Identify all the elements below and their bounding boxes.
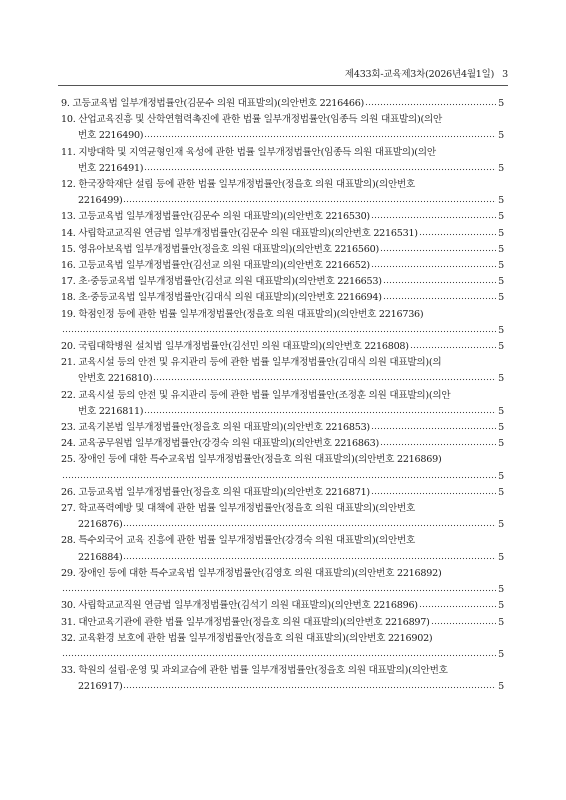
dot-leader: [410, 340, 496, 349]
toc-entry-title: 학원의 설립·운영 및 과외교습에 관한 법률 일부개정법률안(정을호 의원 대표발의)(의안번호: [78, 665, 448, 677]
dot-leader: [380, 437, 496, 446]
toc-entry-page: 5: [498, 324, 504, 336]
toc-entry-title: 교육환경 보호에 관한 법률 일부개정법률안(정을호 의원 대표발의)(의안번호 2216902): [78, 632, 433, 644]
toc-entry-page: 5: [498, 648, 504, 660]
toc-entry-title: 초·중등교육법 일부개정법률안(김대식 의원 대표발의)(의안번호 2216694): [78, 292, 382, 304]
toc-entry-title-continued: 2216876): [78, 519, 123, 531]
dot-leader: [123, 518, 496, 527]
toc-entry-title: 사립학교교직원 연금법 일부개정법률안(김석기 의원 대표발의)(의안번호 2216896): [78, 600, 418, 612]
toc-entry-page: 5: [498, 227, 504, 239]
toc-entry-line: [61, 501, 504, 517]
toc-entry-line: [61, 145, 504, 161]
toc-entry-number: 14.: [61, 227, 76, 239]
dot-leader: [62, 324, 496, 333]
dot-leader: [371, 210, 496, 219]
toc-entry-page: 5: [498, 130, 504, 142]
dot-leader: [419, 599, 496, 608]
toc-entry-page: 5: [498, 341, 504, 353]
toc-entry-title-continued: 번호 2216490): [78, 130, 144, 142]
toc-entry: [61, 631, 504, 663]
toc-entry-title: 학교폭력예방 및 대책에 관한 법률 일부개정법률안(정을호 의원 대표발의)(의안번호: [78, 503, 415, 515]
table-of-contents: [61, 96, 504, 696]
toc-entry-line: [61, 598, 504, 614]
toc-entry-page: 5: [498, 243, 504, 255]
toc-entry-line: [61, 177, 504, 193]
toc-entry-number: 31.: [61, 616, 76, 628]
toc-entry-line: [61, 371, 504, 387]
toc-entry-page: 5: [498, 195, 504, 207]
toc-entry: [61, 112, 504, 144]
toc-entry-number: 24.: [61, 438, 76, 450]
running-header: [345, 66, 508, 80]
toc-entry-page: 5: [498, 470, 504, 482]
toc-entry-title: 국립대학병원 설치법 일부개정법률안(김선민 의원 대표발의)(의안번호 2216808): [78, 341, 409, 353]
toc-entry-number: 12.: [61, 179, 76, 191]
toc-entry-line: [61, 517, 504, 533]
toc-entry-title: 학점인정 등에 관한 법률 일부개정법률안(정을호 의원 대표발의)(의안번호 2216736): [78, 308, 424, 320]
toc-entry-title-continued: 안번호 2216810): [78, 373, 153, 385]
toc-entry-line: [61, 469, 504, 485]
toc-entry: [61, 388, 504, 420]
toc-entry-title-continued: 2216499): [78, 195, 123, 207]
dot-leader: [123, 194, 496, 203]
toc-entry-line: [61, 355, 504, 371]
toc-entry: [61, 533, 504, 565]
toc-entry-line: [61, 161, 504, 177]
toc-entry: [61, 663, 504, 695]
toc-entry-line: [61, 582, 504, 598]
toc-entry-title: 장애인 등에 대한 특수교육법 일부개정법률안(정을호 의원 대표발의)(의안번호 2216869): [78, 454, 442, 466]
toc-entry-title: 장애인 등에 대한 특수교육법 일부개정법률안(김영호 의원 대표발의)(의안번호 2216892): [78, 567, 442, 579]
toc-entry: [61, 274, 504, 290]
toc-entry: [61, 501, 504, 533]
toc-entry-line: [61, 420, 504, 436]
dot-leader: [144, 162, 496, 171]
toc-entry: [61, 566, 504, 598]
toc-entry: [61, 420, 504, 436]
toc-entry-line: [61, 647, 504, 663]
toc-entry-number: 20.: [61, 341, 76, 353]
toc-entry-line: [61, 209, 504, 225]
toc-entry-line: [61, 242, 504, 258]
dot-leader: [383, 291, 496, 300]
dot-leader: [144, 405, 496, 414]
toc-entry-line: [61, 339, 504, 355]
toc-entry-number: 28.: [61, 535, 76, 547]
toc-entry-number: 15.: [61, 243, 76, 255]
toc-entry-page: 5: [498, 681, 504, 693]
toc-entry: [61, 307, 504, 339]
toc-entry-line: [61, 226, 504, 242]
toc-entry-line: [61, 96, 504, 112]
toc-entry-line: [61, 404, 504, 420]
toc-entry-title: 대안교육기관에 관한 법률 일부개정법률안(정을호 의원 대표발의)(의안번호 2216897): [78, 616, 430, 628]
dot-leader: [365, 97, 496, 106]
toc-entry-line: [61, 290, 504, 306]
dot-leader: [371, 421, 496, 430]
toc-entry: [61, 96, 504, 112]
toc-entry-number: 26.: [61, 486, 76, 498]
toc-entry-page: 5: [498, 260, 504, 272]
toc-entry-line: [61, 679, 504, 695]
toc-entry: [61, 615, 504, 631]
toc-entry: [61, 436, 504, 452]
toc-entry-title-continued: 2216884): [78, 551, 123, 563]
toc-entry-title: 고등교육법 일부개정법률안(김선교 의원 대표발의)(의안번호 2216652): [78, 260, 370, 272]
toc-entry-number: 23.: [61, 422, 76, 434]
toc-entry-number: 29.: [61, 567, 76, 579]
dot-leader: [62, 470, 496, 479]
toc-entry-number: 16.: [61, 260, 76, 272]
dot-leader: [371, 486, 496, 495]
toc-entry-line: [61, 663, 504, 679]
toc-entry-number: 11.: [61, 146, 76, 158]
toc-entry-line: [61, 485, 504, 501]
toc-entry-number: 30.: [61, 600, 76, 612]
toc-entry: [61, 258, 504, 274]
toc-entry-title: 한국장학재단 설립 등에 관한 법률 일부개정법률안(정을호 의원 대표발의)(의안번호: [78, 179, 415, 191]
session-label: 제433회-교육제3차(2026년4월1일): [344, 69, 495, 80]
toc-entry-number: 19.: [61, 308, 76, 320]
toc-entry-title: 초·중등교육법 일부개정법률안(김선교 의원 대표발의)(의안번호 2216653): [78, 276, 382, 288]
toc-entry: [61, 598, 504, 614]
toc-entry-number: 22.: [61, 389, 76, 401]
toc-entry-line: [61, 307, 504, 323]
dot-leader: [62, 648, 496, 657]
toc-entry: [61, 145, 504, 177]
toc-entry: [61, 485, 504, 501]
toc-entry-number: 33.: [61, 665, 76, 677]
toc-entry-line: [61, 436, 504, 452]
toc-entry-title: 교육기본법 일부개정법률안(정을호 의원 대표발의)(의안번호 2216853): [78, 422, 370, 434]
dot-leader: [144, 129, 496, 138]
toc-entry-title: 산업교육진흥 및 산학연협력촉진에 관한 법률 일부개정법률안(임종득 의원 대표발의)(의안: [78, 114, 443, 126]
toc-entry: [61, 209, 504, 225]
toc-entry-title: 고등교육법 일부개정법률안(김문수 의원 대표발의)(의안번호 2216466): [72, 98, 365, 109]
toc-entry-line: [61, 533, 504, 549]
toc-entry-page: 5: [498, 162, 504, 174]
toc-entry-page: 5: [498, 211, 504, 223]
toc-entry-number: 13.: [61, 211, 76, 223]
header-rule: [58, 85, 508, 86]
dot-leader: [431, 616, 497, 625]
toc-entry-number: 25.: [61, 454, 76, 466]
dot-leader: [62, 583, 496, 592]
toc-entry-title-continued: 2216917): [78, 681, 123, 693]
toc-entry-number: 17.: [61, 276, 76, 288]
toc-entry-title: 교육시설 등의 안전 및 유지관리 등에 관한 법률 일부개정법률안(조정훈 의원 대표발의)(의안: [78, 389, 451, 401]
toc-entry-line: [61, 323, 504, 339]
toc-entry-page: 5: [498, 551, 504, 563]
toc-entry-page: 5: [498, 405, 504, 417]
toc-entry: [61, 290, 504, 306]
toc-entry: [61, 177, 504, 209]
dot-leader: [383, 275, 496, 284]
toc-entry-page: 5: [498, 486, 504, 498]
toc-entry-line: [61, 274, 504, 290]
toc-entry-title-continued: 번호 2216811): [78, 405, 144, 417]
toc-entry: [61, 355, 504, 387]
toc-entry-number: 21.: [61, 357, 76, 369]
toc-entry-title: 영유아보육법 일부개정법률안(정을호 의원 대표발의)(의안번호 2216560): [78, 243, 379, 255]
toc-entry-line: [61, 566, 504, 582]
toc-entry-title-continued: 번호 2216491): [78, 162, 144, 174]
toc-entry-page: 5: [498, 519, 504, 531]
toc-entry-page: 5: [498, 438, 504, 450]
toc-entry-page: 5: [498, 292, 504, 304]
toc-entry-line: [61, 631, 504, 647]
toc-entry: [61, 339, 504, 355]
toc-entry-page: 5: [498, 373, 504, 385]
toc-entry-number: 10.: [61, 114, 76, 126]
toc-entry-title: 고등교육법 일부개정법률안(김문수 의원 대표발의)(의안번호 2216530): [78, 211, 370, 223]
toc-entry-page: 5: [498, 98, 504, 109]
toc-entry-line: [61, 388, 504, 404]
toc-entry-title: 특수외국어 교육 진흥에 관한 법률 일부개정법률안(강경숙 의원 대표발의)(의안번호: [78, 535, 415, 547]
toc-entry: [61, 452, 504, 484]
toc-entry-page: 5: [498, 276, 504, 288]
toc-entry-title: 교육시설 등의 안전 및 유지관리 등에 관한 법률 일부개정법률안(김대식 의원 대표발의)(의: [78, 357, 442, 369]
toc-entry-page: 5: [498, 422, 504, 434]
toc-entry-title: 교육공무원법 일부개정법률안(강경숙 의원 대표발의)(의안번호 2216863): [78, 438, 379, 450]
dot-leader: [153, 372, 496, 381]
dot-leader: [123, 551, 496, 560]
toc-entry-title: 사립학교교직원 연금법 일부개정법률안(김문수 의원 대표발의)(의안번호 2216531): [78, 227, 418, 239]
toc-entry-line: [61, 193, 504, 209]
toc-entry-title: 고등교육법 일부개정법률안(정을호 의원 대표발의)(의안번호 2216871): [78, 486, 370, 498]
dot-leader: [123, 680, 496, 689]
toc-entry-line: [61, 615, 504, 631]
toc-entry-title: 지방대학 및 지역균형인재 육성에 관한 법률 일부개정법률안(임종득 의원 대표발의)(의안: [78, 146, 436, 158]
toc-entry-number: 18.: [61, 292, 76, 304]
toc-entry-number: 32.: [61, 632, 76, 644]
toc-entry: [61, 226, 504, 242]
toc-entry: [61, 242, 504, 258]
toc-entry-line: [61, 258, 504, 274]
toc-entry-line: [61, 112, 504, 128]
toc-entry-page: 5: [498, 616, 504, 628]
toc-entry-line: [61, 128, 504, 144]
toc-entry-line: [61, 550, 504, 566]
dot-leader: [371, 259, 496, 268]
page-number: 3: [502, 69, 508, 80]
toc-entry-number: 27.: [61, 503, 76, 515]
dot-leader: [380, 243, 496, 252]
dot-leader: [419, 227, 496, 236]
toc-entry-line: [61, 452, 504, 468]
toc-entry-page: 5: [498, 600, 504, 612]
toc-entry-number: 9.: [61, 98, 70, 109]
toc-entry-page: 5: [498, 584, 504, 596]
